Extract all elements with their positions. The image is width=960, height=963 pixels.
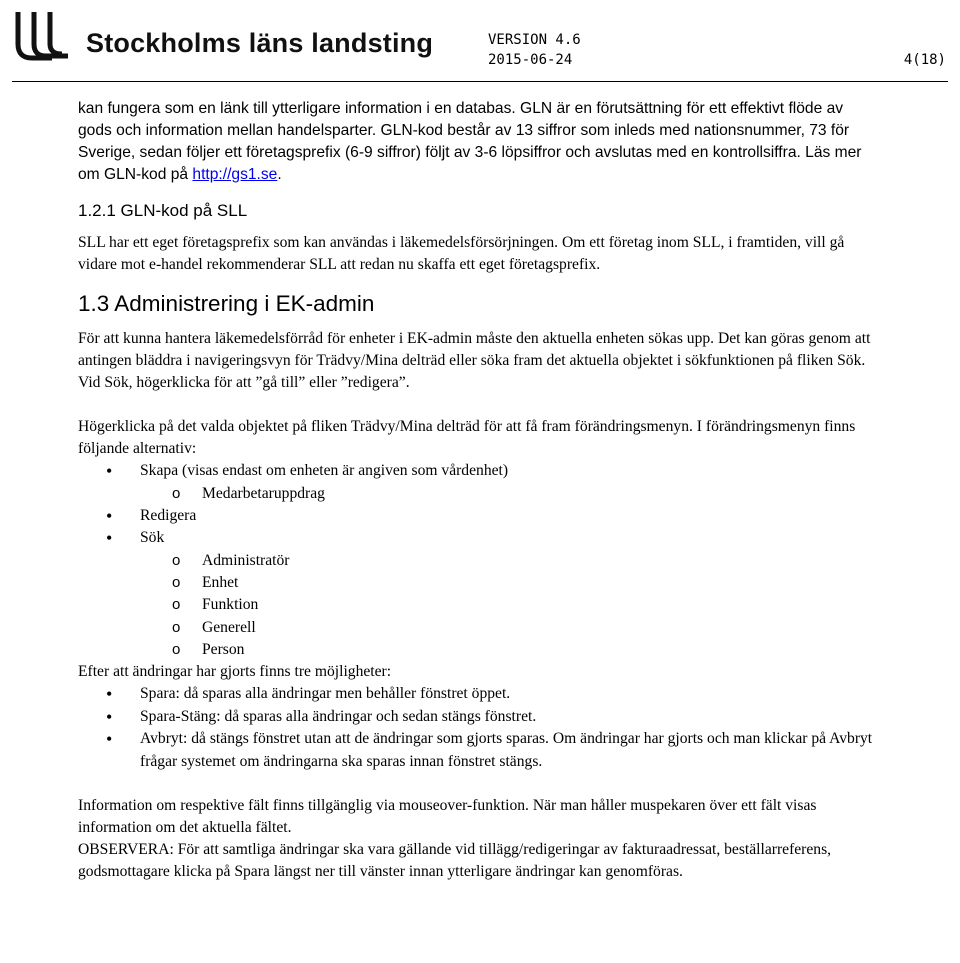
option-avbryt: • Avbryt: då stängs fönstret utan att de ändringar som gjorts sparas. Om ändringar har gjorts och man klickar på Avbryt frågar systemet om ändringarna ska sparas innan fönstret stängs. xyxy=(78,728,878,773)
option-spara: • Spara: då sparas alla ändringar men behåller fönstret öppet. xyxy=(78,683,878,706)
sub-item-generell: o Generell xyxy=(78,617,878,639)
version-label: VERSION 4.6 xyxy=(488,32,581,48)
section-1-3-para2: Högerklicka på det valda objektet på fliken Trädvy/Mina delträd för att få fram förändringsmenyn. I förändringsmenyn finns följande alternativ: xyxy=(78,418,856,457)
section-1-3-para1: För att kunna hantera läkemedelsförråd för enheter i EK-admin måste den aktuella enheten sökas upp. Det kan göras genom att antingen bläddra i navigeringsvyn för Trädvy/Mina delträd eller söka fram det aktuella objektet i sökfunktionen på fliken Sök. Vid Sök, högerklicka för att ”gå till” eller ”redigera”. xyxy=(78,330,871,391)
intro-paragraph xyxy=(78,98,878,186)
intro-text: kan fungera som en länk till ytterligare information i en databas. GLN är en förutsättning för ett effektivt flöde av gods och information mellan handelsparter. GLN-kod består av 13 siffror som inleds med nationsnummer, 73 för Sverige, sedan följer ett företagsprefix (6-9 siffror) följt av 3-6 löpsiffror och avslutas med en kontrollsiffra. Läs mer om GLN-kod på xyxy=(78,100,862,183)
sub-item-funktion: o Funktion xyxy=(78,594,878,616)
sub-item-person: o Person xyxy=(78,639,878,661)
sub-item-medarbetaruppdrag: o Medarbetaruppdrag xyxy=(78,483,878,505)
section-1-3-para5: OBSERVERA: För att samtliga ändringar ska vara gällande vid tillägg/redigeringar av fakturaadressat, beställarreferens, godsmottagare klicka på Spara längst ner till vänster innan ytterligare ändringar kan genomföras. xyxy=(78,841,832,881)
page-header xyxy=(0,0,960,84)
document-body xyxy=(78,98,878,883)
intro-tail: . xyxy=(277,166,282,183)
menu-sub-skapa xyxy=(78,483,878,505)
section-1-3-para4: Information om respektive fält finns tillgänglig via mouseover-funktion. När man håller muspekaren över ett fält visas information om det aktuella fältet. xyxy=(78,797,817,837)
sll-logo-icon xyxy=(12,10,72,66)
document-date: 2015-06-24 xyxy=(488,52,573,68)
change-menu-list xyxy=(78,460,878,661)
sub-item-administrator: o Administratör xyxy=(78,550,878,572)
menu-sub-sok xyxy=(78,550,878,661)
save-options-list xyxy=(78,683,878,773)
sub-item-enhet: o Enhet xyxy=(78,572,878,594)
section-1-3-heading: 1.3 Administrering i EK-admin xyxy=(78,291,375,316)
option-spara-stang: • Spara-Stäng: då sparas alla ändringar och sedan stängs fönstret. xyxy=(78,706,878,729)
org-name: Stockholms läns landsting xyxy=(86,28,434,58)
section-1-2-1-heading: 1.2.1 GLN-kod på SLL xyxy=(78,201,248,220)
sll-logo xyxy=(12,10,434,66)
menu-item-redigera: • Redigera xyxy=(78,505,878,528)
page-number: 4(18) xyxy=(903,52,946,68)
gs1-link[interactable]: http://gs1.se xyxy=(192,166,278,183)
header-divider xyxy=(12,81,948,82)
section-1-2-1-body: SLL har ett eget företagsprefix som kan användas i läkemedelsförsörjningen. Om ett företag inom SLL, i framtiden, vill gå vidare mot e-handel rekommenderar SLL att redan nu skaffa ett eget företagsprefix. xyxy=(78,234,845,273)
section-1-3-para3: Efter att ändringar har gjorts finns tre möjligheter: xyxy=(78,663,392,681)
menu-item-skapa: • Skapa (visas endast om enheten är angiven som vårdenhet) xyxy=(78,460,878,483)
menu-item-sok: • Sök xyxy=(78,527,878,550)
